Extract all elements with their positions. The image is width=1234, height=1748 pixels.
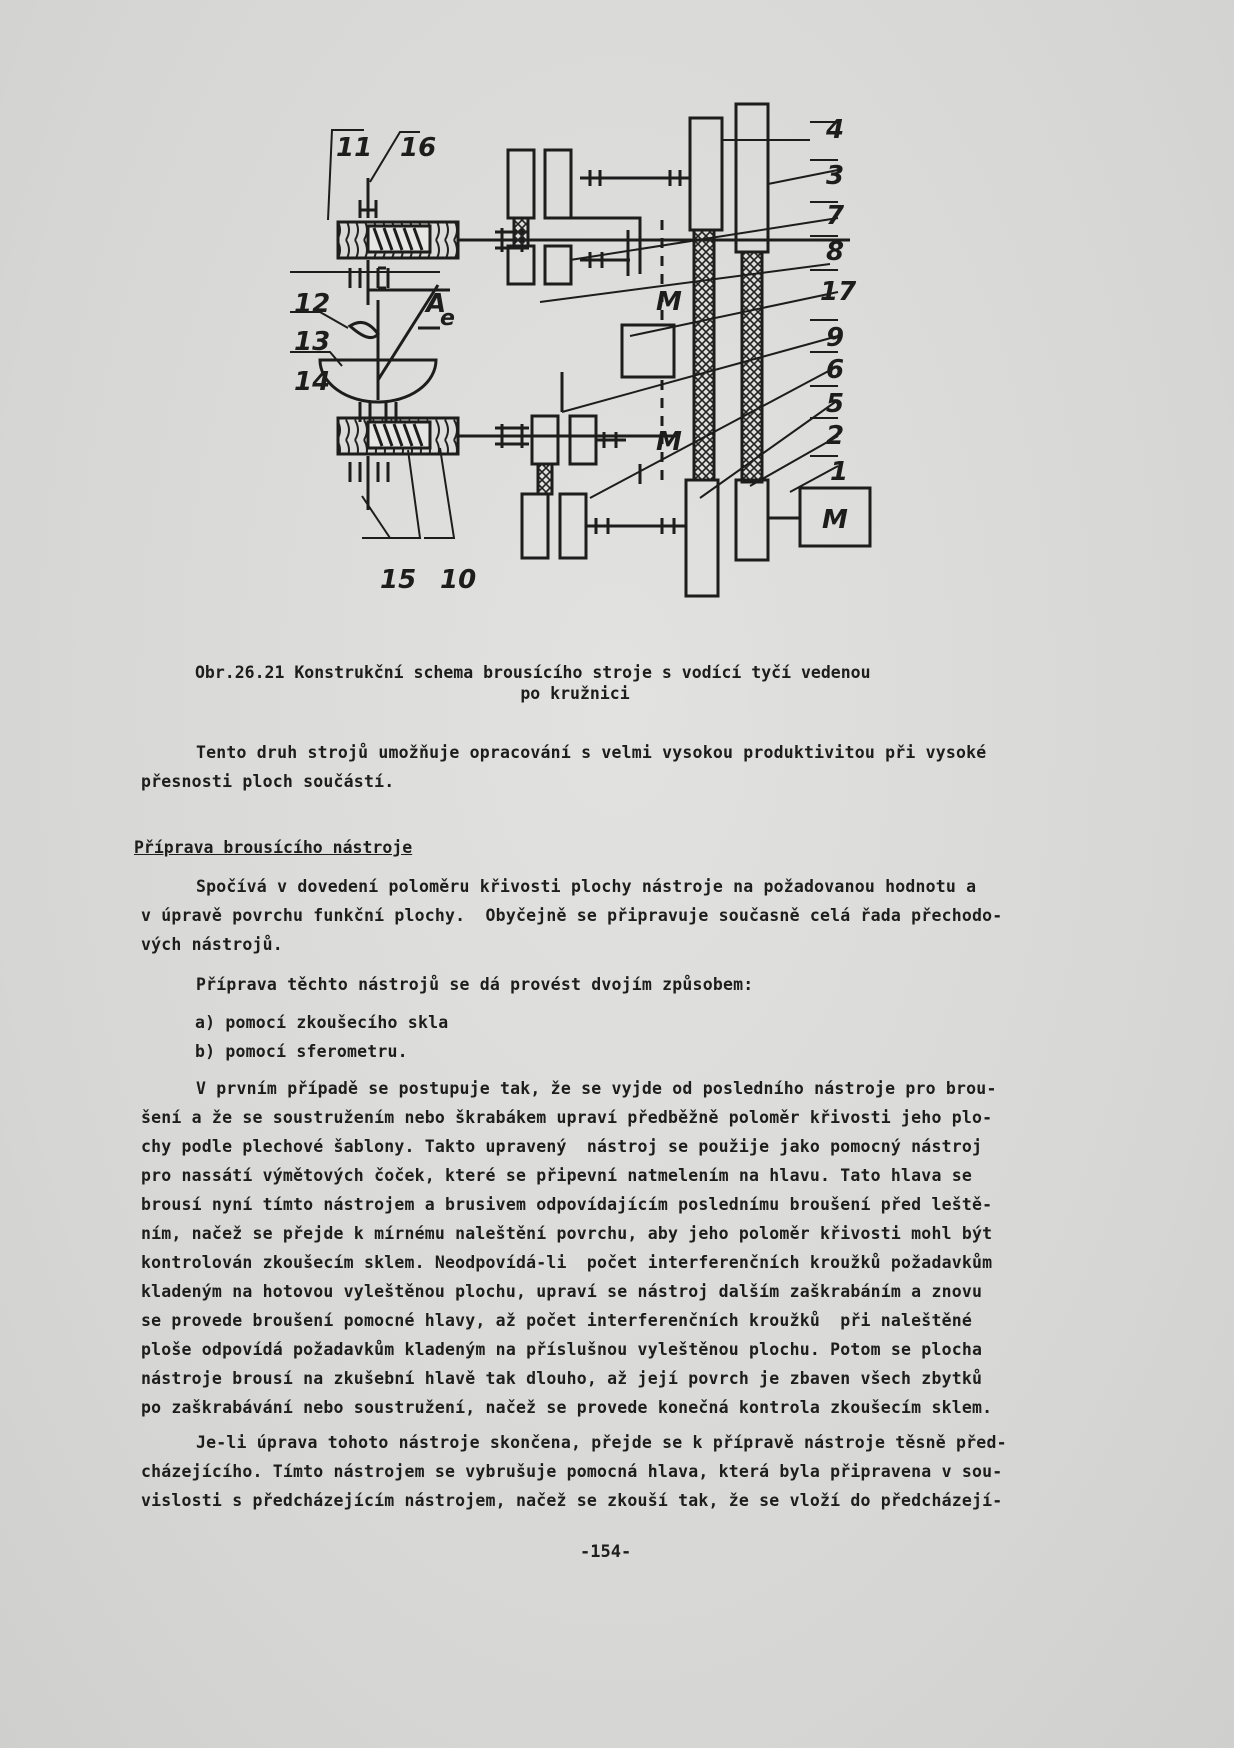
paragraph-4-line: nástroje brousí na zkušební hlavě tak dlouho, až její povrch je zbaven všech zbytků	[141, 1369, 983, 1388]
label-8: 8	[826, 237, 845, 267]
section-heading: Příprava brousícího nástroje	[134, 838, 413, 857]
page-number: -154-	[580, 1542, 632, 1562]
label-2: 2	[826, 421, 845, 451]
label-3: 3	[826, 161, 845, 191]
paragraph-5-line: cházejícího. Tímto nástrojem se vybrušuje pomocná hlava, která byla připravena v sou-	[141, 1462, 1003, 1481]
paragraph-2-line: v úpravě povrchu funkční plochy. Obyčejně se připravuje současně celá řada přechodo-	[141, 906, 1003, 925]
label-16: 16	[400, 133, 437, 163]
label-10: 10	[440, 565, 477, 595]
paragraph-4-line: ním, načež se přejde k mírnému naleštění povrchu, aby jeho poloměr křivosti mohl být	[141, 1224, 993, 1243]
list-item: a) pomocí zkoušecího skla	[195, 1013, 449, 1032]
paragraph-3	[141, 970, 1101, 999]
caption-line-2: po kružnici	[520, 684, 630, 703]
paragraph-4-line: pro nassátí výmětových čoček, které se připevní natmelením na hlavu. Tato hlava se	[141, 1166, 972, 1185]
label-M-lower: M	[656, 427, 682, 457]
paragraph-4-line: kontrolován zkoušecím sklem. Neodpovídá-li počet interferenčních kroužků požadavkům	[141, 1253, 993, 1272]
paragraph-2-line: Spočívá v dovedení poloměru křivosti plochy nástroje na požadovanou hodnotu a	[196, 877, 977, 896]
paragraph-4-line: ploše odpovídá požadavkům kladeným na příslušnou vyleštěnou plochu. Potom se plocha	[141, 1340, 983, 1359]
paragraph-4-line: šení a že se soustružením nebo škrabákem upraví předběžně poloměr křivosti jeho plo-	[141, 1108, 993, 1127]
paragraph-5	[141, 1428, 1101, 1515]
paragraph-2	[141, 872, 1101, 959]
label-6: 6	[826, 355, 845, 385]
label-M-upper: M	[656, 287, 682, 317]
paragraph-4-line: V prvním případě se postupuje tak, že se vyjde od posledního nástroje pro brou-	[196, 1079, 997, 1098]
paragraph-4	[141, 1074, 1101, 1422]
method-list	[195, 1008, 1155, 1066]
paragraph-4-line: chy podle plechové šablony. Takto upravený nástroj se použije jako pomocný nástroj	[141, 1137, 983, 1156]
paragraph-4-line: kladeným na hotovou vyleštěnou plochu, upraví se nástroj dalším zaškrabáním a znovu	[141, 1282, 983, 1301]
label-13: 13	[294, 327, 331, 357]
label-15: 15	[380, 565, 417, 595]
caption-line-1: Obr.26.21 Konstrukční schema brousícího stroje s vodící tyčí vedenou	[195, 663, 871, 682]
paragraph-5-line: vislosti s předcházejícím nástrojem, načež se zkouší tak, že se vloží do předcházejí-	[141, 1491, 1003, 1510]
paragraph-4-line: se provede broušení pomocné hlavy, až počet interferenčních kroužků při naleštěné	[141, 1311, 972, 1330]
paragraph-2-line: vých nástrojů.	[141, 935, 283, 954]
label-4: 4	[826, 115, 845, 145]
label-A: A	[426, 289, 447, 319]
label-9: 9	[826, 323, 845, 353]
paragraph-1-line: Tento druh strojů umožňuje opracování s velmi vysokou produktivitou při vysoké	[196, 743, 987, 762]
list-item: b) pomocí sferometru.	[195, 1042, 408, 1061]
label-M-motor: M	[822, 505, 848, 535]
paragraph-1	[141, 738, 1101, 796]
label-11: 11	[336, 133, 373, 163]
paragraph-4-line: po zaškrabávání nebo soustružení, načež se provede konečná kontrola zkoušecím sklem.	[141, 1398, 993, 1417]
figure-caption	[195, 662, 1015, 704]
paragraph-1-line: přesnosti ploch součástí.	[141, 772, 395, 791]
label-7: 7	[826, 201, 845, 231]
paragraph-4-line: brousí nyní tímto nástrojem a brusivem odpovídajícím poslednímu broušení před leště-	[141, 1195, 993, 1214]
label-17: 17	[820, 277, 857, 307]
paragraph-3-line: Příprava těchto nástrojů se dá provést dvojím způsobem:	[196, 975, 754, 994]
schematic-svg	[290, 100, 970, 650]
paragraph-5-line: Je-li úprava tohoto nástroje skončena, přejde se k přípravě nástroje těsně před-	[196, 1433, 1007, 1452]
label-1: 1	[830, 457, 849, 487]
label-e: e	[440, 306, 455, 331]
label-12: 12	[294, 289, 331, 319]
label-5: 5	[826, 389, 845, 419]
machine-schematic-figure	[290, 100, 970, 650]
label-14: 14	[294, 367, 331, 397]
